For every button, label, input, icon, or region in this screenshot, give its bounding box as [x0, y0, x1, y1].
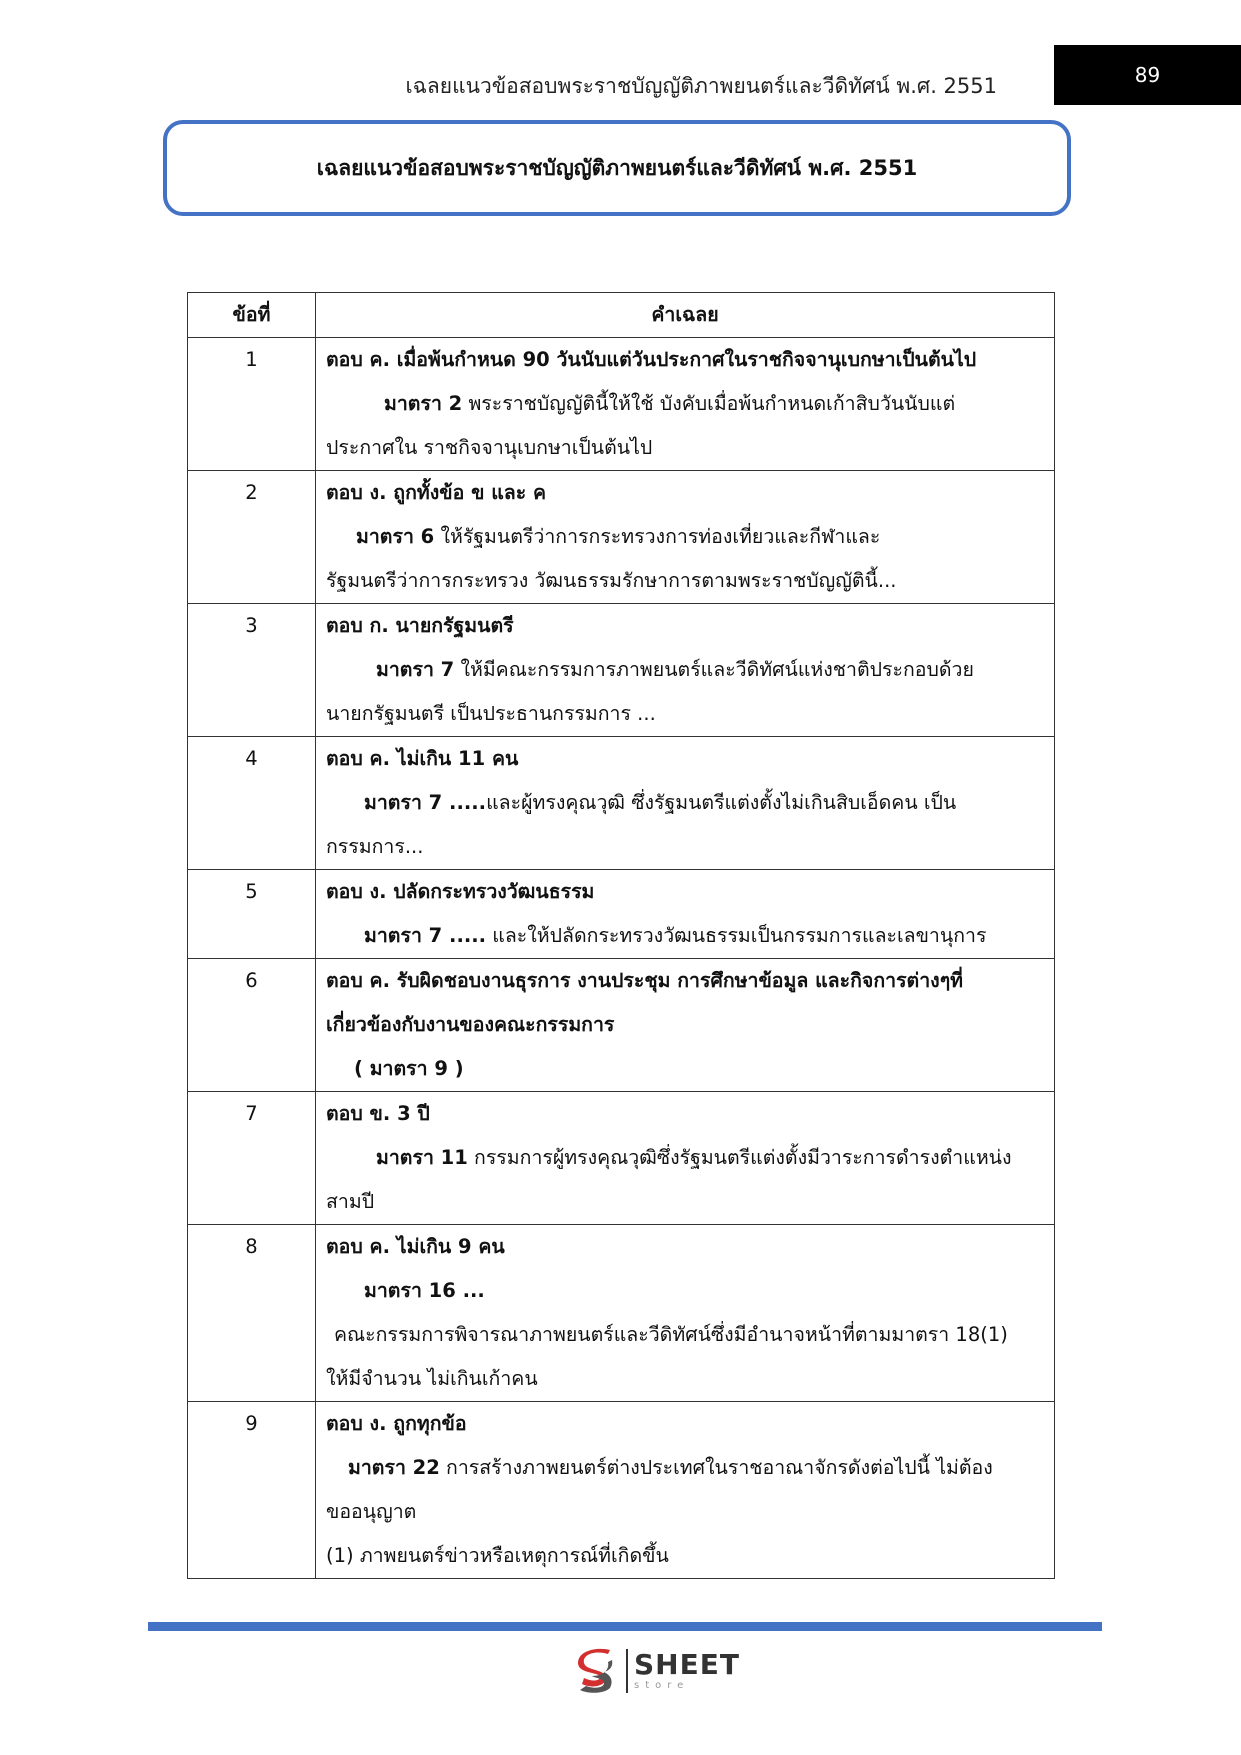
table-row [188, 338, 1055, 471]
row-number: 2 [188, 471, 316, 604]
explanation-line [326, 515, 1046, 559]
section-ref: มาตรา 16 ... [364, 1279, 485, 1302]
table-row [188, 471, 1055, 604]
table-row [188, 1225, 1055, 1402]
running-title: เฉลยแนวข้อสอบพระราชบัญญัติภาพยนตร์และวีดิทัศน์ พ.ศ. 2551 [405, 74, 997, 98]
answer-choice: ตอบ ค. ไม่เกิน 11 คน [326, 747, 519, 770]
answer-choice: ตอบ ก. นายกรัฐมนตรี [326, 614, 514, 637]
answer-choice: ตอบ ค. เมื่อพ้นกำหนด 90 วันนับแต่วันประกาศในราชกิจจานุเบกษาเป็นต้นไป [326, 348, 977, 371]
explanation-text: กรรมการผู้ทรงคุณวุฒิซึ่งรัฐมนตรีแต่งตั้งมีวาระการดำรงตำแหน่ง [474, 1146, 1012, 1169]
answer-cell [316, 471, 1055, 604]
section-ref: มาตรา 7 [376, 658, 455, 681]
explanation-text: ประกาศใน ราชกิจจานุเบกษาเป็นต้นไป [326, 436, 653, 459]
row-number: 6 [188, 959, 316, 1092]
table-row [188, 1402, 1055, 1579]
explanation-text: และให้ปลัดกระทรวงวัฒนธรรมเป็นกรรมการและเลขานุการ [492, 924, 987, 947]
table-row [188, 737, 1055, 870]
column-header-answer: คำเฉลย [316, 293, 1055, 338]
answer-cell [316, 604, 1055, 737]
explanation-text: (1) ภาพยนตร์ข่าวหรือเหตุการณ์ที่เกิดขึ้น [326, 1544, 669, 1567]
explanation-line [326, 1136, 1046, 1180]
section-ref: มาตรา 7 ..... [364, 791, 487, 814]
answer-choice-continued: เกี่ยวข้องกับงานของคณะกรรมการ [326, 1013, 615, 1036]
section-ref: มาตรา 22 [348, 1456, 440, 1479]
explanation-text: นายกรัฐมนตรี เป็นประธานกรรมการ ... [326, 702, 656, 725]
logo-text [634, 1648, 740, 1691]
row-number: 8 [188, 1225, 316, 1402]
table-header-row [188, 293, 1055, 338]
page-title: เฉลยแนวข้อสอบพระราชบัญญัติภาพยนตร์และวีดิทัศน์ พ.ศ. 2551 [316, 155, 918, 180]
answer-cell [316, 959, 1055, 1092]
answer-cell [316, 737, 1055, 870]
answer-choice: ตอบ ง. ปลัดกระทรวงวัฒนธรรม [326, 880, 595, 903]
explanation-line [326, 648, 1046, 692]
table-row [188, 959, 1055, 1092]
title-box [163, 120, 1071, 216]
answer-cell [316, 1402, 1055, 1579]
answer-table [187, 292, 1055, 1579]
answer-choice: ตอบ ง. ถูกทั้งข้อ ข และ ค [326, 481, 547, 504]
logo-word: SHEET [634, 1648, 740, 1681]
table-row [188, 604, 1055, 737]
explanation-text: ให้มีคณะกรรมการภาพยนตร์และวีดิทัศน์แห่งชาติประกอบด้วย [460, 658, 974, 681]
explanation-text: กรรมการ... [326, 835, 424, 858]
explanation-text: พระราชบัญญัตินี้ให้ใช้ บังคับเมื่อพ้นกำหนดเก้าสิบวันนับแต่ [468, 392, 956, 415]
explanation-text: คณะกรรมการพิจารณาภาพยนตร์และวีดิทัศน์ซึ่งมีอำนาจหน้าที่ตามมาตรา 18(1) [334, 1323, 1008, 1346]
logo-subtitle: store [634, 1680, 690, 1691]
explanation-line [326, 914, 1046, 958]
answer-cell [316, 1225, 1055, 1402]
explanation-line [326, 781, 1046, 825]
explanation-line [326, 382, 1046, 426]
answer-choice: ตอบ ข. 3 ปี [326, 1102, 430, 1125]
explanation-line [326, 1446, 1046, 1490]
row-number: 3 [188, 604, 316, 737]
sheet-store-logo [574, 1646, 740, 1696]
footer-rule [148, 1622, 1102, 1631]
section-ref: มาตรา 6 [356, 525, 435, 548]
table-row [188, 1092, 1055, 1225]
row-number: 7 [188, 1092, 316, 1225]
row-number: 1 [188, 338, 316, 471]
row-number: 9 [188, 1402, 316, 1579]
section-ref: ( มาตรา 9 ) [354, 1057, 464, 1080]
explanation-text: และผู้ทรงคุณวุฒิ ซึ่งรัฐมนตรีแต่งตั้งไม่เกินสิบเอ็ดคน เป็น [486, 791, 957, 814]
explanation-text: สามปี [326, 1190, 375, 1213]
answer-choice: ตอบ ง. ถูกทุกข้อ [326, 1412, 467, 1435]
page-number: 89 [1054, 45, 1241, 105]
table-row [188, 870, 1055, 959]
explanation-text: ขออนุญาต [326, 1500, 417, 1523]
row-number: 4 [188, 737, 316, 870]
explanation-text: การสร้างภาพยนตร์ต่างประเทศในราชอาณาจักรดังต่อไปนี้ ไม่ต้อง [446, 1456, 993, 1479]
section-ref: มาตรา 2 [384, 392, 463, 415]
section-ref: มาตรา 7 ..... [364, 924, 487, 947]
answer-cell [316, 338, 1055, 471]
explanation-text: ให้มีจำนวน ไม่เกินเก้าคน [326, 1367, 538, 1390]
logo-separator [626, 1649, 628, 1693]
explanation-text: รัฐมนตรีว่าการกระทรวง วัฒนธรรมรักษาการตามพระราชบัญญัตินี้... [326, 569, 897, 592]
answer-cell [316, 870, 1055, 959]
row-number: 5 [188, 870, 316, 959]
sheet-store-s-icon [574, 1648, 618, 1694]
answer-cell [316, 1092, 1055, 1225]
answer-choice: ตอบ ค. ไม่เกิน 9 คน [326, 1235, 505, 1258]
column-header-number: ข้อที่ [188, 293, 316, 338]
answer-choice: ตอบ ค. รับผิดชอบงานธุรการ งานประชุม การศึกษาข้อมูล และกิจการต่างๆที่ [326, 969, 964, 992]
section-ref: มาตรา 11 [376, 1146, 468, 1169]
explanation-text: ให้รัฐมนตรีว่าการกระทรวงการท่องเที่ยวและกีฬาและ [440, 525, 881, 548]
